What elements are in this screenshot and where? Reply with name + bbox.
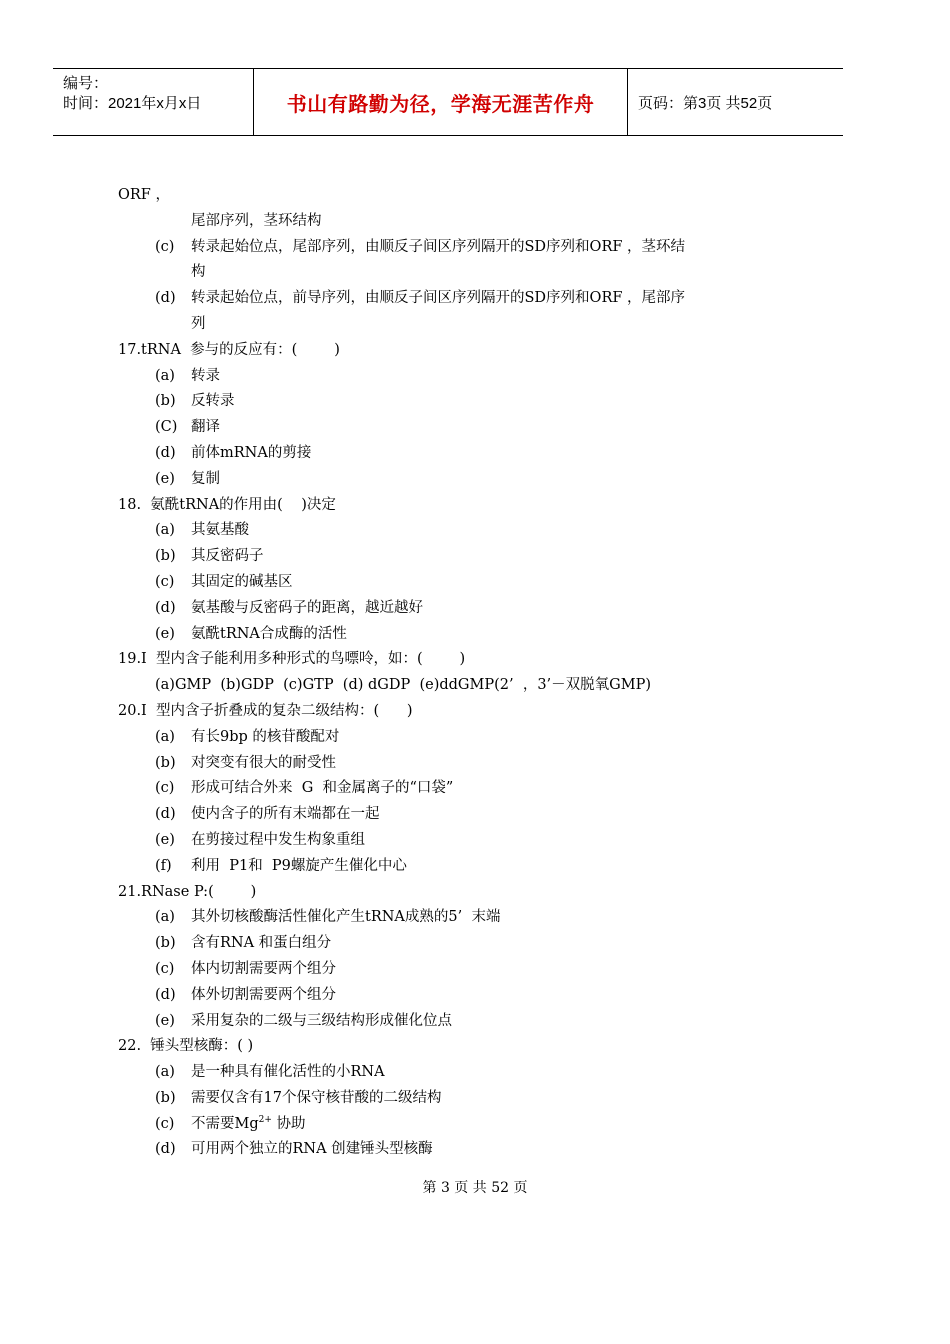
question-19: 19.Ⅰ 型内含子能利用多种形式的鸟嘌呤，如：( ) xyxy=(118,651,466,668)
option-c xyxy=(118,235,798,261)
option-text: 体外切割需要两个组分 xyxy=(191,986,336,1003)
option-label: (d) xyxy=(155,806,176,823)
option-text: 转录起始位点，尾部序列，由顺反子间区序列隔开的SD序列和ORF ，茎环结 xyxy=(191,238,686,255)
option-b xyxy=(118,751,798,777)
option-text-post: 协助 xyxy=(271,1115,306,1132)
option-label: (d) xyxy=(155,290,176,307)
option-a xyxy=(118,364,798,390)
option-c xyxy=(118,957,798,983)
option-a xyxy=(118,1060,798,1086)
question-21: 21.RNase P:( ) xyxy=(118,883,257,900)
option-label: (e) xyxy=(155,625,175,642)
option-b xyxy=(118,1086,798,1112)
option-text: 复制 xyxy=(191,470,220,487)
option-label: (b) xyxy=(155,754,176,771)
option-label: (d) xyxy=(155,444,176,461)
option-b xyxy=(118,931,798,957)
option-label: (d) xyxy=(155,1141,176,1158)
option-label: (f) xyxy=(155,857,172,874)
option-label: (a) xyxy=(155,367,175,384)
text-line: 尾部序列，茎环结构 xyxy=(191,212,322,229)
text-line: 构 xyxy=(191,264,206,281)
option-label: (e) xyxy=(155,831,175,848)
option-c xyxy=(118,415,798,441)
option-e xyxy=(118,622,798,648)
option-label: (a) xyxy=(155,909,175,926)
option-text: 含有RNA 和蛋白组分 xyxy=(191,935,332,952)
header-meta xyxy=(53,69,254,135)
option-label: (c) xyxy=(155,960,175,977)
option-label: (e) xyxy=(155,1012,175,1029)
option-text-pre: 不需要Mg xyxy=(191,1115,259,1132)
option-label: (d) xyxy=(155,599,176,616)
option-a xyxy=(118,725,798,751)
option-c xyxy=(118,776,798,802)
document-body xyxy=(118,183,798,1163)
option-text: 翻译 xyxy=(191,419,220,436)
option-label: (c) xyxy=(155,573,175,590)
option-text: 可用两个独立的RNA 创建锤头型核酶 xyxy=(191,1141,433,1158)
option-label: (c) xyxy=(155,238,175,255)
option-label: (d) xyxy=(155,986,176,1003)
question-18: 18. 氨酰tRNA的作用由( )决定 xyxy=(118,496,336,513)
option-text: 采用复杂的二级与三级结构形成催化位点 xyxy=(191,1012,452,1029)
option-text: 其外切核酸酶活性催化产生tRNA成熟的5’ 末端 xyxy=(191,909,501,926)
option-a xyxy=(118,518,798,544)
option-b xyxy=(118,544,798,570)
option-label: (b) xyxy=(155,548,176,565)
option-text: 前体mRNA的剪接 xyxy=(191,444,312,461)
option-e xyxy=(118,828,798,854)
option-b xyxy=(118,389,798,415)
option-label: (b) xyxy=(155,1089,176,1106)
question-22: 22. 锤头型核酶：( ) xyxy=(118,1038,254,1055)
option-label: (b) xyxy=(155,935,176,952)
option-text: 利用 P1和 P9螺旋产生催化中心 xyxy=(191,857,407,874)
inline-options: (a)GMP (b)GDP (c)GTP (d) dGDP (e)ddGMP(2’ ，3’－双脱氧GMP) xyxy=(155,677,652,694)
option-text: 是一种具有催化活性的小RNA xyxy=(191,1064,385,1081)
option-text: 对突变有很大的耐受性 xyxy=(191,754,336,771)
header-page-code: 页码：第3页 共52页 xyxy=(638,94,773,112)
option-text: 其反密码子 xyxy=(191,548,264,565)
option-d xyxy=(118,1137,798,1163)
option-label: (C) xyxy=(155,419,178,436)
option-label: (a) xyxy=(155,728,175,745)
option-label: (e) xyxy=(155,470,175,487)
option-a xyxy=(118,905,798,931)
option-label: (c) xyxy=(155,1115,175,1132)
time-label: 时间：2021年x月x日 xyxy=(63,95,202,112)
question-20: 20.Ⅰ 型内含子折叠成的复杂二级结构：( ) xyxy=(118,702,413,719)
header-motto: 书山有路勤为径，学海无涯苦作舟 xyxy=(254,69,628,135)
option-label: (a) xyxy=(155,522,175,539)
option-text: 氨酰tRNA合成酶的活性 xyxy=(191,625,347,642)
option-text: 氨基酸与反密码子的距离，越近越好 xyxy=(191,599,423,616)
option-text: 转录起始位点，前导序列，由顺反子间区序列隔开的SD序列和ORF ，尾部序 xyxy=(191,290,686,307)
number-label: 编号： xyxy=(63,75,109,92)
option-e xyxy=(118,467,798,493)
option-text: 有长9bp 的核苷酸配对 xyxy=(191,728,340,745)
option-label: (b) xyxy=(155,393,176,410)
page-header xyxy=(53,68,843,136)
option-label: (c) xyxy=(155,780,175,797)
superscript: 2+ xyxy=(258,1114,272,1125)
option-text: 其氨基酸 xyxy=(191,522,249,539)
text-line: ORF ， xyxy=(118,187,170,203)
page-footer: 第 3 页 共 52 页 xyxy=(422,1180,528,1196)
option-text: 其固定的碱基区 xyxy=(191,573,293,590)
option-text: 反转录 xyxy=(191,393,235,410)
option-text: 使内含子的所有末端都在一起 xyxy=(191,806,380,823)
option-f xyxy=(118,854,798,880)
option-text: 转录 xyxy=(191,367,220,384)
option-e xyxy=(118,1009,798,1035)
option-d xyxy=(118,802,798,828)
text-line: 列 xyxy=(191,315,206,332)
question-17: 17.tRNA 参与的反应有：( ) xyxy=(118,341,340,358)
option-text: 形成可结合外来 G 和金属离子的“口袋” xyxy=(191,780,454,797)
option-label: (a) xyxy=(155,1064,175,1081)
option-c xyxy=(118,570,798,596)
option-text: 体内切割需要两个组分 xyxy=(191,960,336,977)
option-text: 在剪接过程中发生构象重组 xyxy=(191,831,365,848)
option-text: 需要仅含有17个保守核苷酸的二级结构 xyxy=(191,1089,442,1106)
option-d xyxy=(118,286,798,312)
option-d xyxy=(118,983,798,1009)
option-c xyxy=(118,1112,798,1138)
option-d xyxy=(118,596,798,622)
option-d xyxy=(118,441,798,467)
